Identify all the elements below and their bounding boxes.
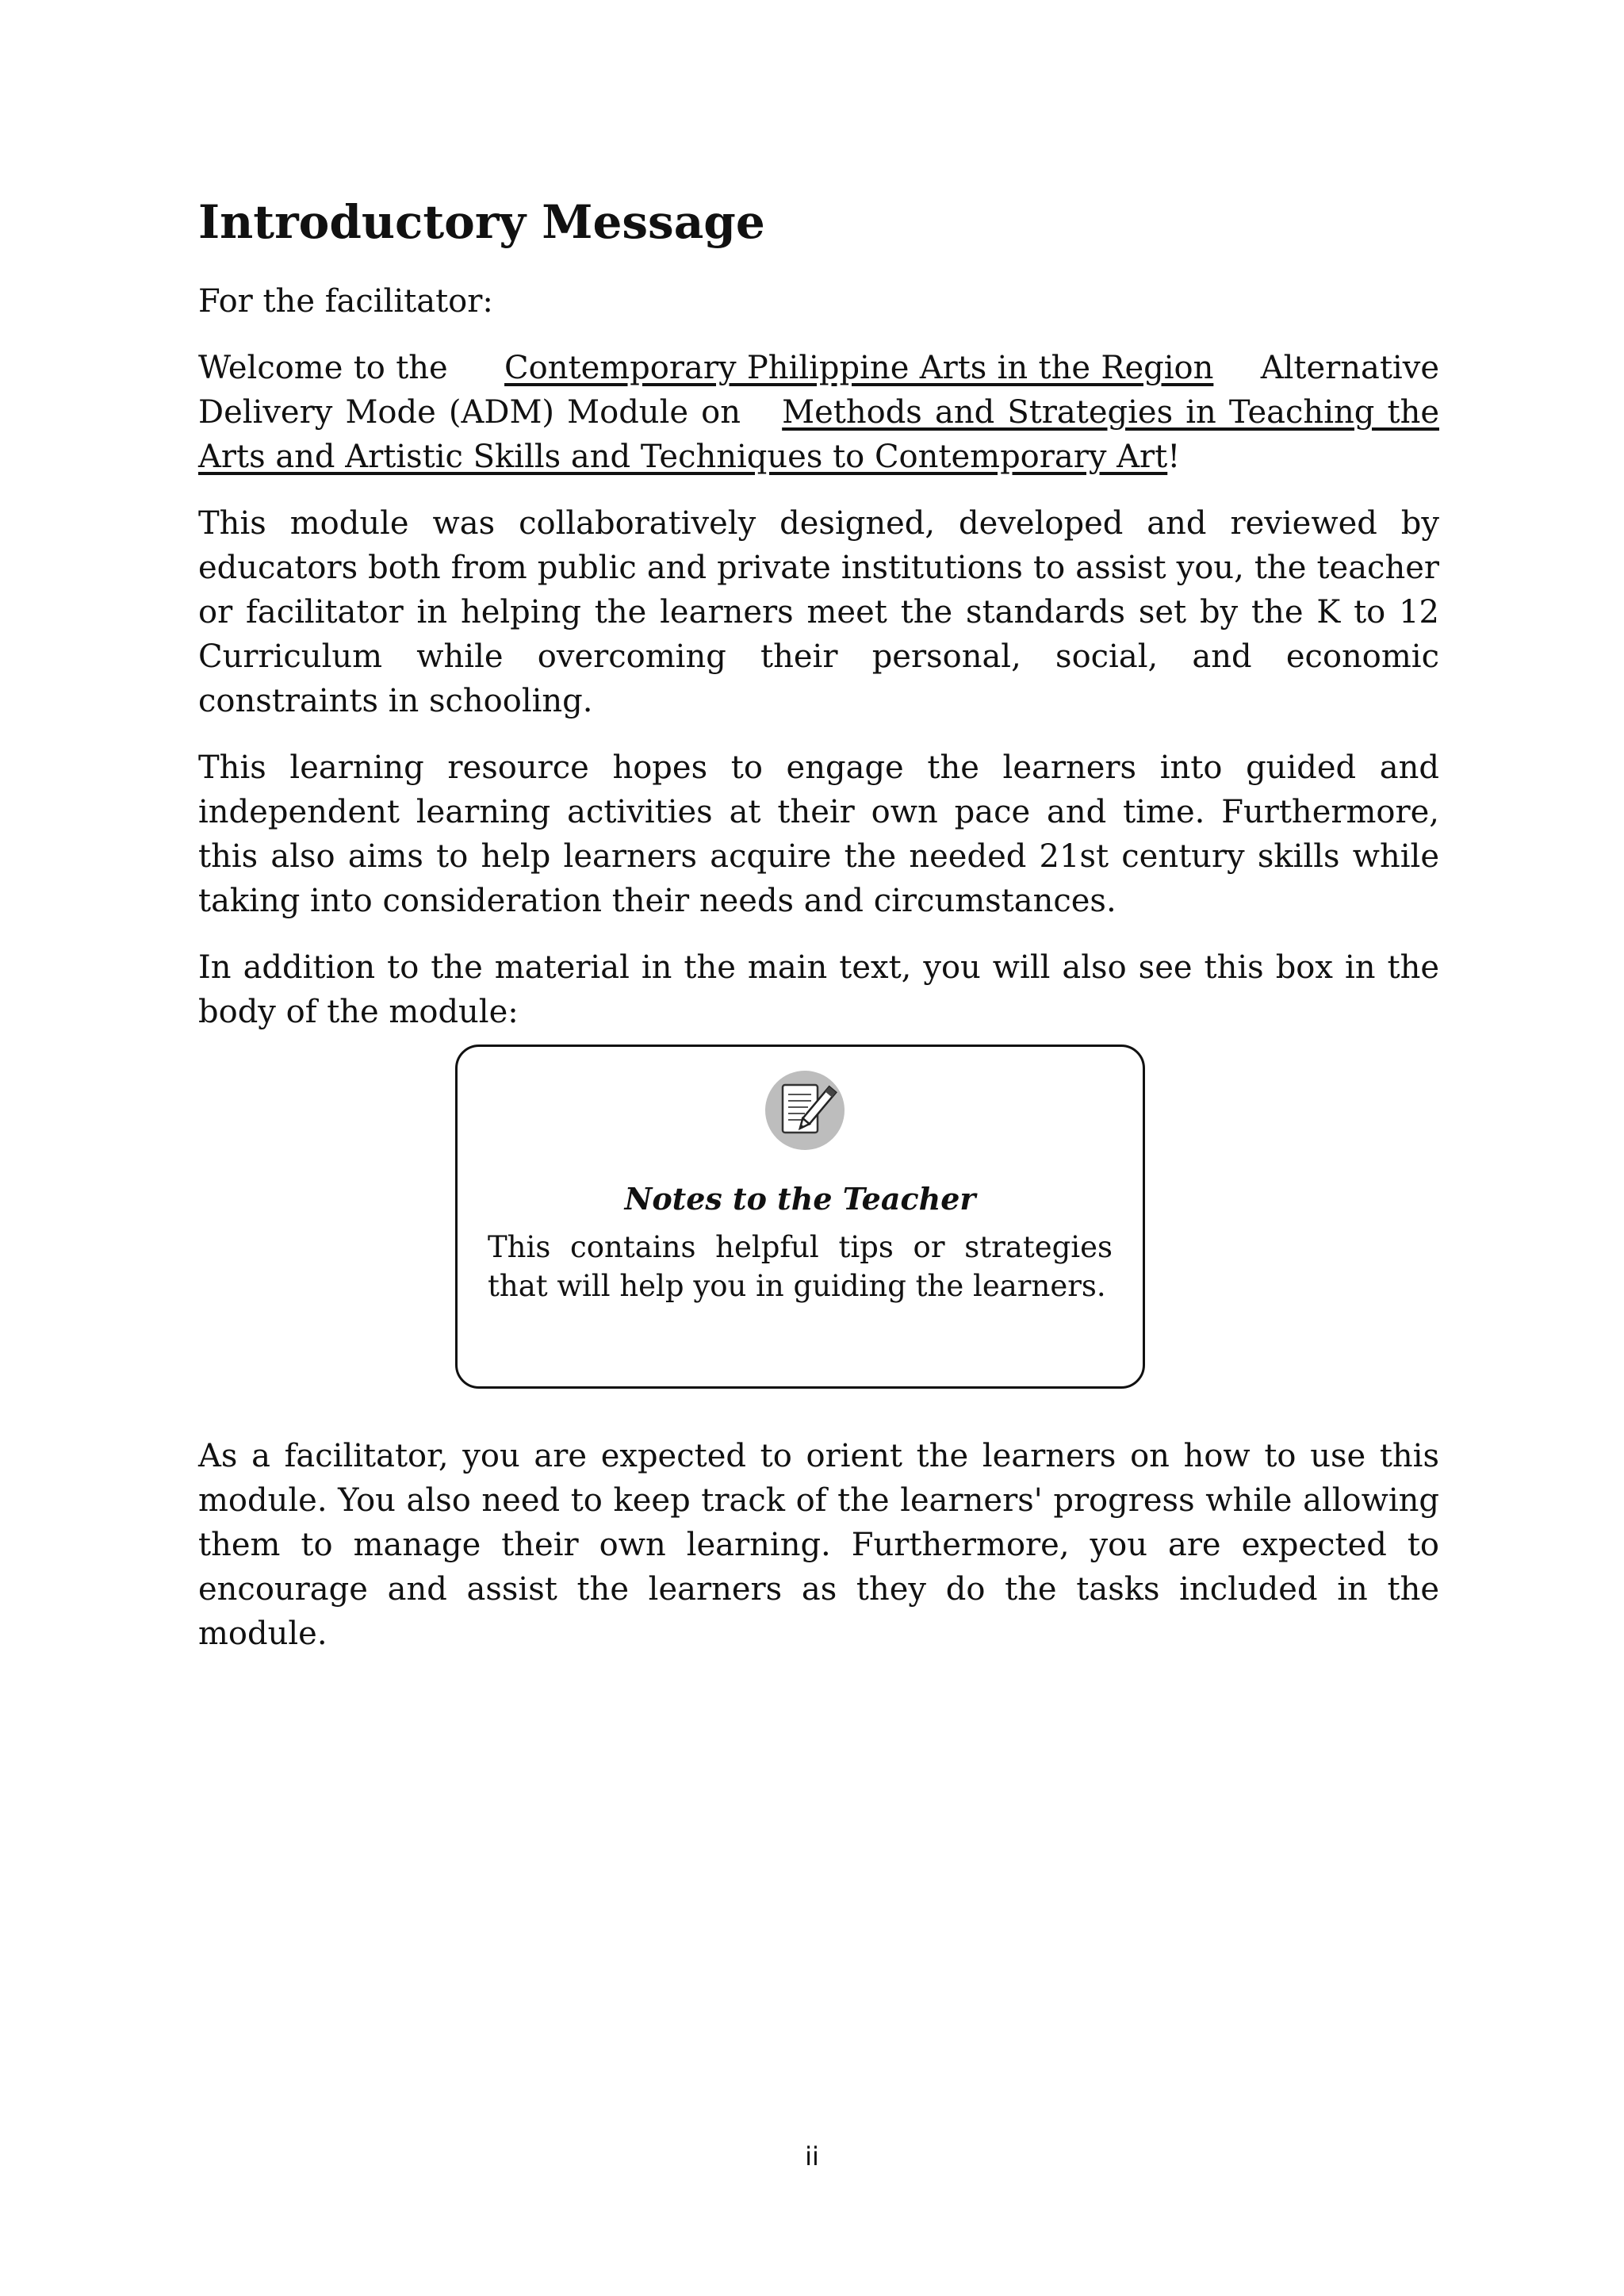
page-number: ii bbox=[805, 2141, 819, 2171]
body-paragraph: This learning resource hopes to engage the learners into guided and independent learning activities at their own pace and time. Furthermore, this also aims to help learners acquire the needed 21st century skills while taking into consideration their needs and circumstances. bbox=[198, 749, 1439, 919]
welcome-suffix: ! bbox=[1167, 439, 1181, 475]
notes-title: Notes to the Teacher bbox=[624, 1181, 976, 1217]
notepad-pencil-icon bbox=[764, 1069, 846, 1152]
salutation: For the facilitator: bbox=[198, 283, 493, 320]
closing-paragraph: As a facilitator, you are expected to orient the learners on how to use this module. You also need to keep track of the learners' progress while allowing them to manage their own learning. Furthermore, you are expected to encourage and assist the learners as they do the tasks included in the module. bbox=[198, 1438, 1439, 1652]
notes-to-teacher-box bbox=[455, 1045, 1145, 1389]
welcome-paragraph bbox=[198, 346, 1439, 479]
module-subject: Contemporary Philippine Arts in the Region bbox=[504, 350, 1214, 386]
notes-description: This contains helpful tips or strategies that will help you in guiding the learners. bbox=[488, 1230, 1113, 1303]
body-paragraph: This module was collaboratively designed, developed and reviewed by educators both from public and private institutions to assist you, the teacher or facilitator in helping the learners meet the standards set by the K to 12 Curriculum while overcoming their personal, social, and economic constraints in schooling. bbox=[198, 505, 1439, 719]
body-paragraph: In addition to the material in the main text, you will also see this box in the body of the module: bbox=[198, 949, 1439, 1030]
welcome-prefix: Welcome to the bbox=[198, 350, 459, 386]
module-topic: Methods and Strategies in Teaching the Arts and Artistic Skills and Techniques to Contemporary Art bbox=[198, 394, 1439, 475]
welcome-middle: Alternative Delivery Mode (ADM) Module on bbox=[198, 350, 1439, 431]
page-title: Introductory Message bbox=[198, 195, 765, 249]
